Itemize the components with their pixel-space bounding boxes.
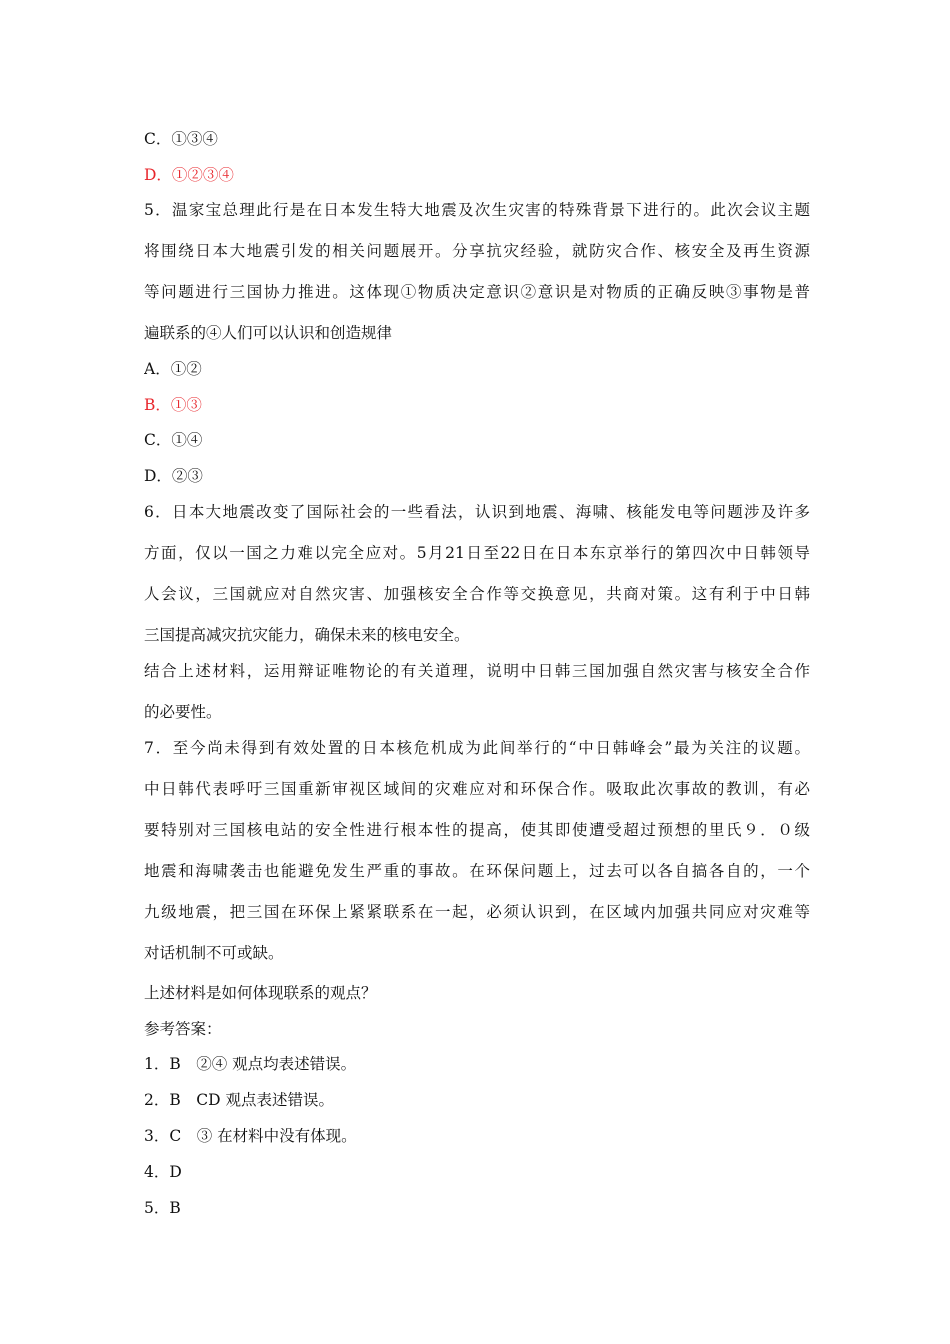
option-c: C．①③④	[144, 130, 218, 148]
question-6-line-1: 6．日本大地震改变了国际社会的一些看法，认识到地震、海啸、核能发电等问题涉及许多	[144, 503, 810, 521]
answer-4: 4．D	[144, 1163, 182, 1181]
option-a: A．①②	[144, 360, 202, 378]
question-7-line-1: 7．至今尚未得到有效处置的日本核危机成为此间举行的“中日韩峰会”最为关注的议题。	[144, 739, 810, 757]
question-5-line-2: 将围绕日本大地震引发的相关问题展开。分享抗灾经验，就防灾合作、核安全及再生资源	[144, 242, 810, 260]
answer-5: 5．B	[144, 1199, 181, 1217]
option-d: D．②③	[144, 467, 203, 485]
question-7-line-6: 对话机制不可或缺。	[144, 944, 284, 962]
question-7-line-2: 中日韩代表呼吁三国重新审视区域间的灾难应对和环保合作。吸取此次事故的教训，有必	[144, 780, 810, 798]
question-6-prompt-line-1: 结合上述材料，运用辩证唯物论的有关道理，说明中日韩三国加强自然灾害与核安全合作	[144, 662, 810, 680]
option-d-correct: D．①②③④	[144, 166, 234, 184]
answer-key-heading: 参考答案：	[144, 1020, 222, 1038]
answer-1: 1．B ②④ 观点均表述错误。	[144, 1055, 357, 1073]
question-6-prompt-line-2: 的必要性。	[144, 703, 222, 721]
question-7-line-4: 地震和海啸袭击也能避免发生严重的事故。在环保问题上，过去可以各自搞各自的，一个	[144, 862, 810, 880]
answer-3: 3．C ③ 在材料中没有体现。	[144, 1127, 357, 1145]
question-6-line-4: 三国提高减灾抗灾能力，确保未来的核电安全。	[144, 626, 470, 644]
question-7-prompt: 上述材料是如何体现联系的观点？	[144, 984, 377, 1002]
question-5-line-3: 等问题进行三国协力推进。这体现①物质决定意识②意识是对物质的正确反映③事物是普	[144, 283, 810, 301]
question-7-line-5: 九级地震，把三国在环保上紧紧联系在一起，必须认识到，在区域内加强共同应对灾难等	[144, 903, 810, 921]
question-5-line-4: 遍联系的④人们可以认识和创造规律	[144, 324, 393, 342]
option-c: C．①④	[144, 431, 203, 449]
answer-2: 2．B CD 观点表述错误。	[144, 1091, 334, 1109]
question-6-line-2: 方面，仅以一国之力难以完全应对。5月21日至22日在日本东京举行的第四次中日韩领导	[144, 544, 810, 562]
option-b-correct: B．①③	[144, 396, 202, 414]
question-6-line-3: 人会议，三国就应对自然灾害、加强核安全合作等交换意见，共商对策。这有利于中日韩	[144, 585, 810, 603]
question-7-line-3: 要特别对三国核电站的安全性进行根本性的提高，使其即使遭受超过预想的里氏９．０级	[144, 821, 810, 839]
question-5-line-1: 5．温家宝总理此行是在日本发生特大地震及次生灾害的特殊背景下进行的。此次会议主题	[144, 201, 810, 219]
